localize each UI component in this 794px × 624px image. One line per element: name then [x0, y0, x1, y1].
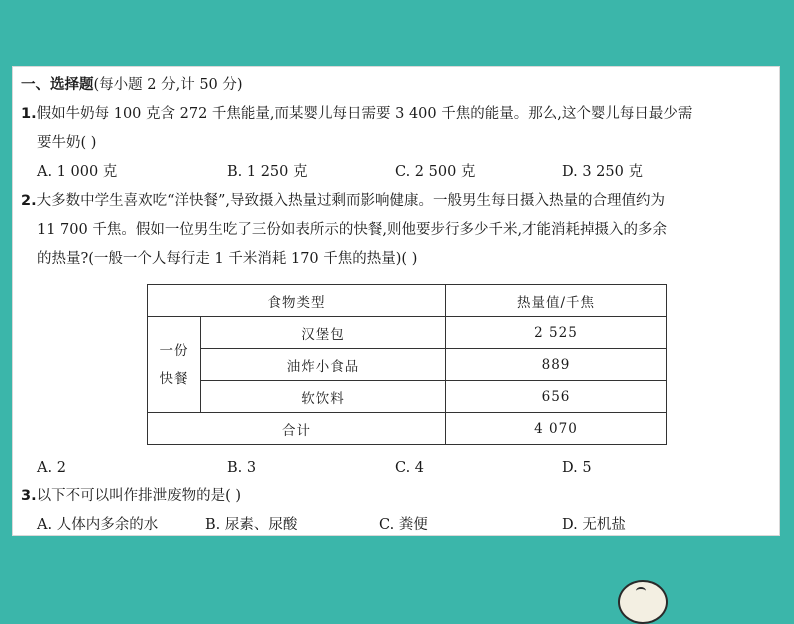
question-3-number: 3. [21, 488, 37, 504]
option-b[interactable]: B. 尿素、尿酸 [205, 517, 298, 533]
option-b[interactable]: B. 1 250 克 [227, 164, 308, 180]
food-value: 2 525 [446, 317, 667, 349]
group-label-2: 快餐 [159, 370, 189, 387]
group-label-cell [148, 317, 201, 413]
exam-paper [12, 66, 780, 536]
question-1-text-1: 假如牛奶每 100 克含 272 千焦能量,而某婴儿每日需要 3 400 千焦的能量。那么,这个婴儿每日最少需 [36, 106, 693, 122]
option-d[interactable]: D. 5 [562, 460, 592, 476]
option-d[interactable]: D. 无机盐 [562, 517, 626, 533]
total-label: 合计 [148, 413, 446, 445]
table-row [148, 317, 667, 349]
question-2-text-2: 11 700 千焦。假如一位男生吃了三份如表所示的快餐,则他要步行多少千米,才能消耗掉摄入的多余 [37, 222, 668, 238]
question-2-line-1 [21, 191, 665, 211]
question-3-text-1: 以下不可以叫作排泄废物的是( ) [36, 488, 242, 504]
food-calorie-table [147, 284, 667, 445]
section-header [21, 75, 243, 95]
group-label-1: 一份 [159, 342, 189, 359]
food-value: 656 [446, 381, 667, 413]
option-c[interactable]: C. 4 [395, 460, 425, 476]
food-name: 油炸小食品 [201, 349, 446, 381]
option-c[interactable]: C. 2 500 克 [395, 164, 476, 180]
option-a[interactable]: A. 2 [37, 460, 66, 476]
question-1-text-2: 要牛奶( ) [37, 135, 97, 151]
table-row [148, 381, 667, 413]
option-d[interactable]: D. 3 250 克 [562, 164, 643, 180]
header-calorie-value: 热量值/千焦 [446, 285, 667, 317]
section-note: (每小题 2 分,计 50 分) [93, 77, 243, 93]
header-food-type: 食物类型 [148, 285, 446, 317]
table-row [148, 349, 667, 381]
option-a[interactable]: A. 人体内多余的水 [37, 517, 159, 533]
table-total-row [148, 413, 667, 445]
food-name: 软饮料 [201, 381, 446, 413]
question-2-number: 2. [21, 193, 37, 209]
question-2-options [37, 458, 737, 478]
food-name: 汉堡包 [201, 317, 446, 349]
option-b[interactable]: B. 3 [227, 460, 257, 476]
question-1-line-1 [21, 104, 692, 124]
question-2-text-3: 的热量?(一般一个人每行走 1 千米消耗 170 千焦的热量)( ) [37, 251, 418, 267]
question-1-number: 1. [21, 106, 37, 122]
question-3-options [37, 515, 737, 535]
question-2-text-1: 大多数中学生喜欢吃“洋快餐”,导致摄入热量过剩而影响健康。一般男生每日摄入热量的合理值约为 [36, 193, 666, 209]
total-value: 4 070 [446, 413, 667, 445]
section-title: 一、选择题 [21, 77, 94, 93]
option-a[interactable]: A. 1 000 克 [37, 164, 118, 180]
food-value: 889 [446, 349, 667, 381]
question-3-line-1 [21, 486, 241, 506]
option-c[interactable]: C. 粪便 [379, 517, 428, 533]
mascot-brow-decoration [636, 587, 646, 595]
table-header-row [148, 285, 667, 317]
question-1-options [37, 162, 737, 182]
